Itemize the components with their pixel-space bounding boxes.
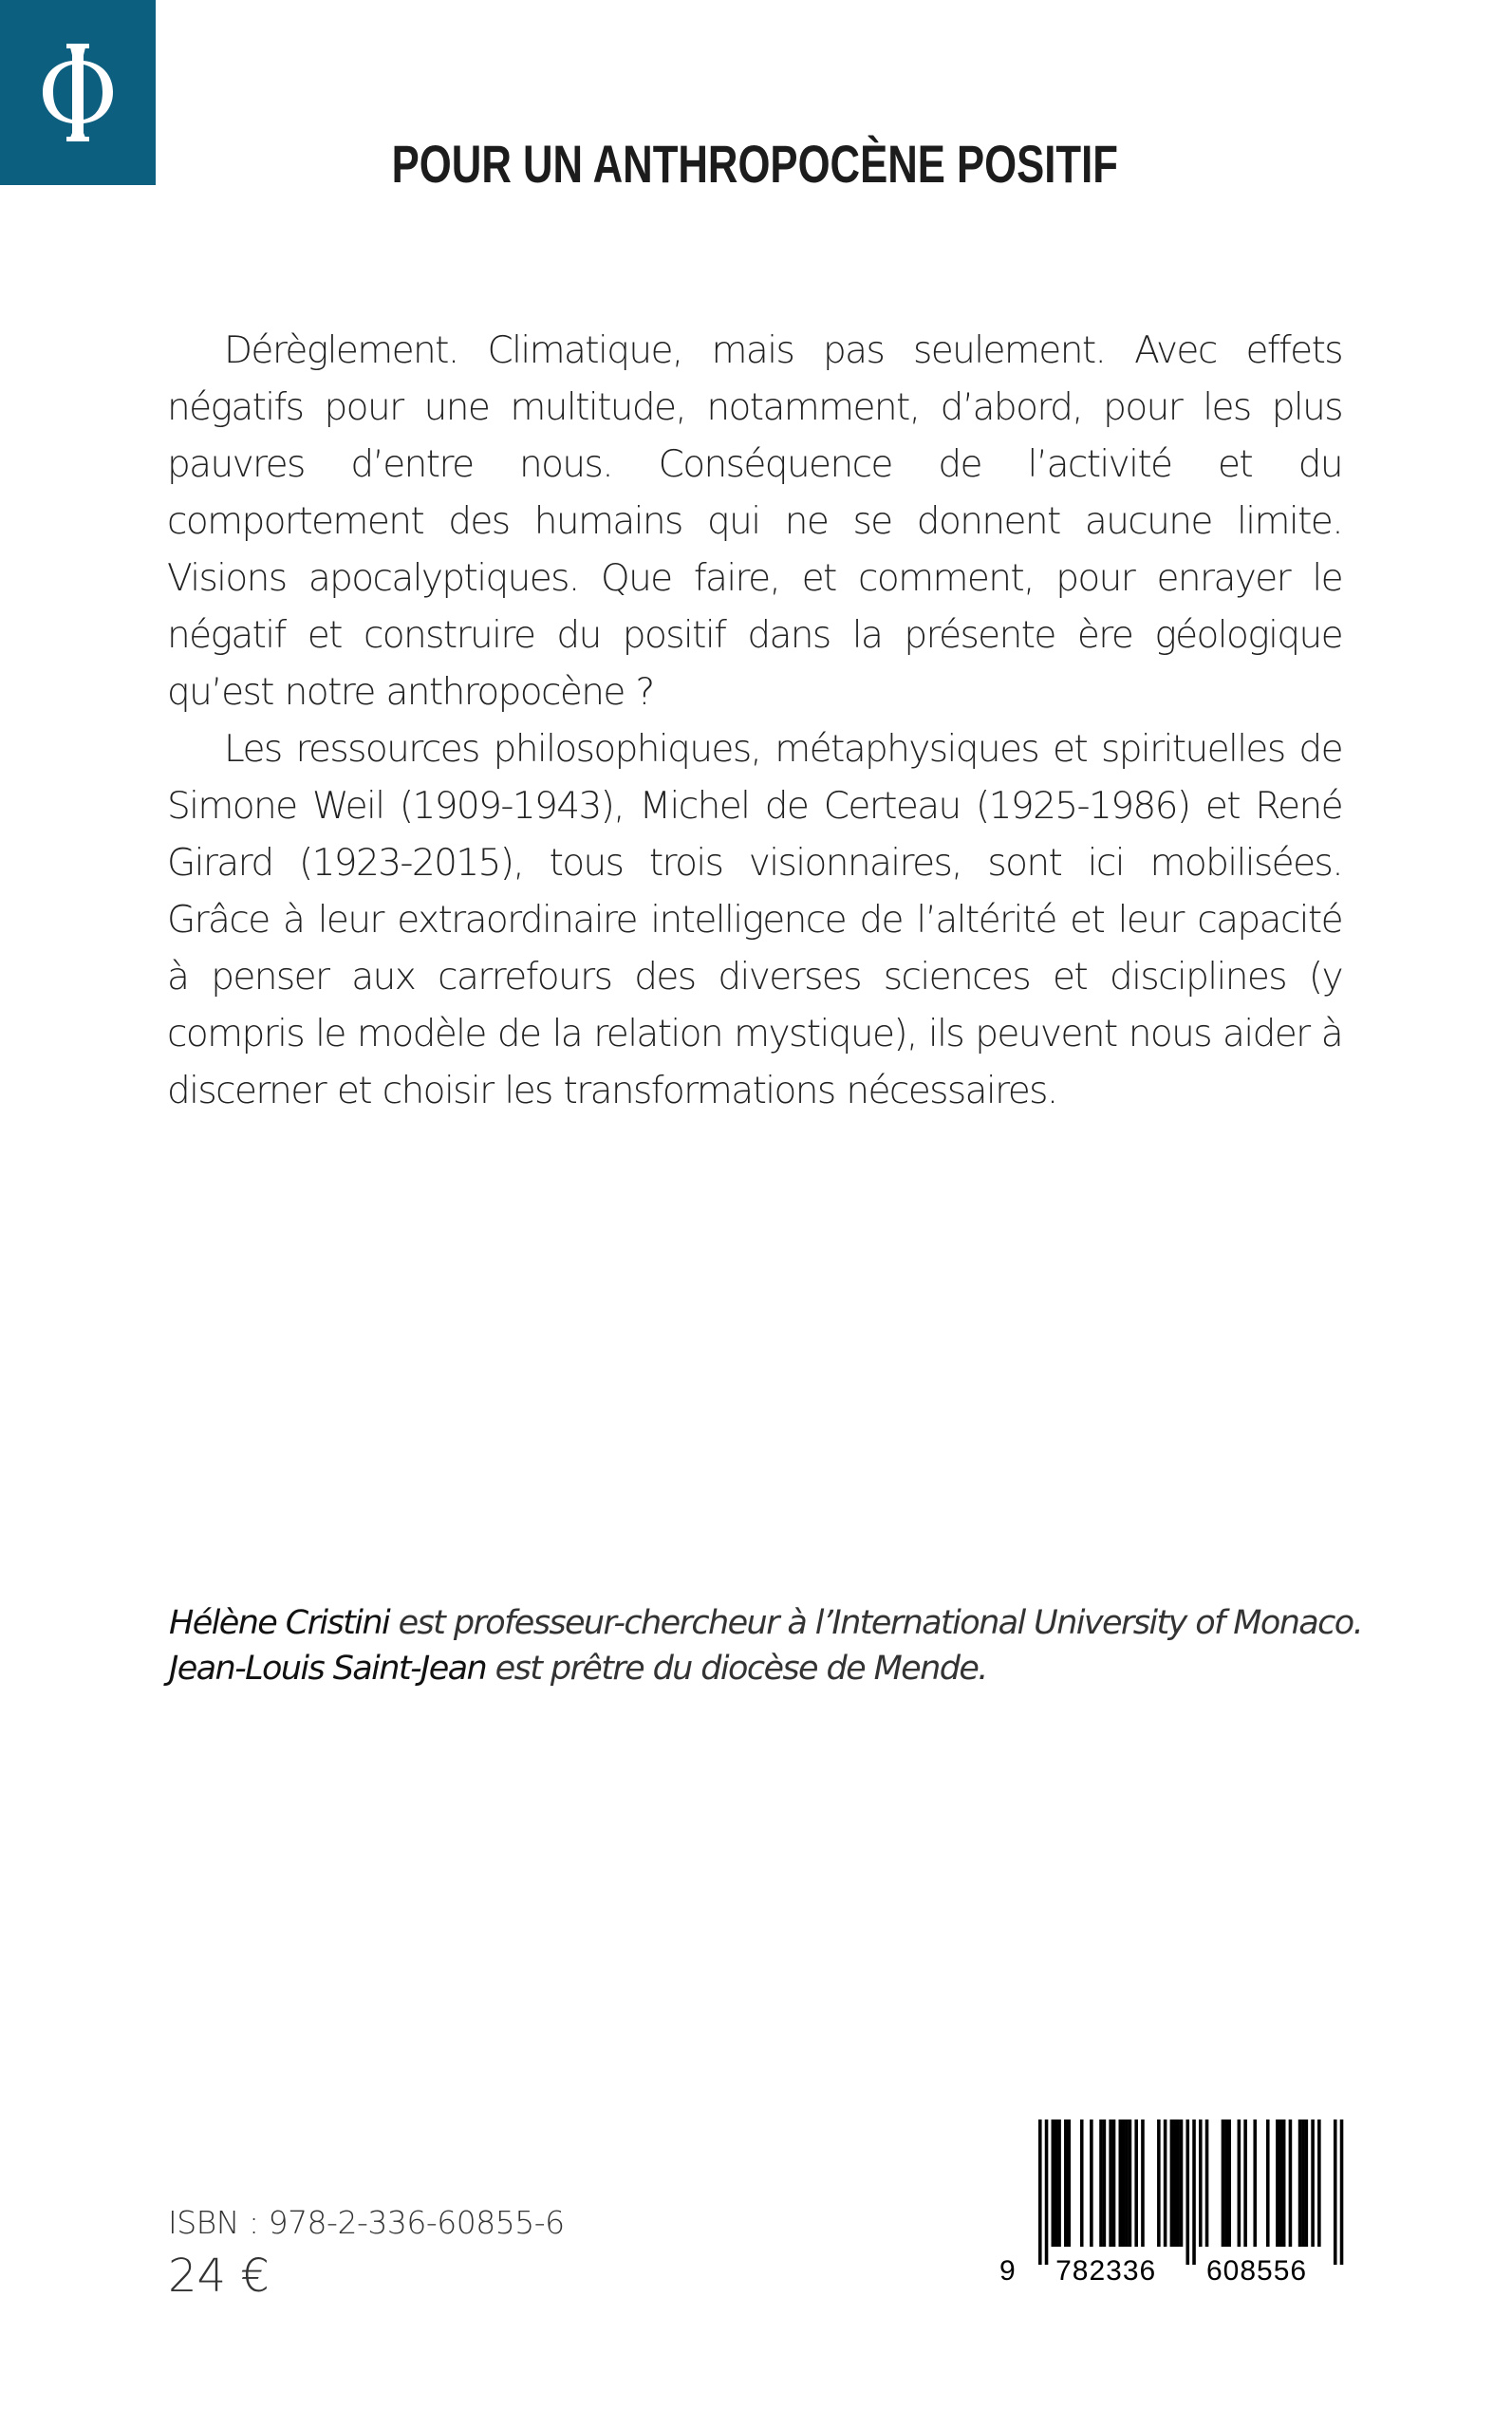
barcode-bar <box>1340 2120 1344 2265</box>
barcode-bar <box>1192 2120 1196 2265</box>
barcode-bar <box>1067 2120 1071 2247</box>
barcode-bar <box>1279 2120 1283 2247</box>
barcode-bar <box>1180 2120 1184 2247</box>
back-cover-blurb <box>167 323 1342 1120</box>
barcode-bar <box>1301 2120 1305 2247</box>
barcode-bar <box>1311 2120 1315 2247</box>
barcode-bar <box>1205 2120 1209 2247</box>
barcode-bar <box>1185 2120 1189 2265</box>
barcode-bar <box>1282 2120 1286 2247</box>
barcode-bar <box>1125 2120 1129 2247</box>
ean13-barcode <box>992 2112 1353 2292</box>
barcode-bar <box>1109 2120 1112 2247</box>
barcode-bar <box>1164 2120 1167 2247</box>
barcode-bar <box>1157 2120 1161 2247</box>
barcode-bar <box>1052 2120 1055 2247</box>
blurb-paragraph: Les ressources philosophiques, métaphysiques et spirituelles de Simone Weil (1909-1943), Michel de Certeau (1925-1986) et René Girard (1923-2015), tous trois visionnaires, sont ici mobilisées. Grâce à leur extraordinaire intelligence de l’altérité et leur capacité à penser aux carrefours des diverses sciences et disciplines (y compris le modèle de la relation mystique), ils peuvent nous aider à discerner et choisir les transformations nécessaires. <box>167 728 1342 1112</box>
barcode-bar <box>1243 2120 1247 2247</box>
barcode-bar <box>1112 2120 1116 2247</box>
author-bios <box>169 1600 1365 1691</box>
barcode-bar <box>1227 2120 1231 2247</box>
barcode-bar <box>1122 2120 1126 2247</box>
barcode-bar <box>1119 2120 1123 2247</box>
barcode-bar <box>1057 2120 1061 2247</box>
price: 24 € <box>168 2250 270 2303</box>
author-description: est professeur-chercheur à l’International University of Monaco. <box>389 1604 1363 1642</box>
barcode-bar <box>1090 2120 1093 2247</box>
barcode-graphic <box>992 2112 1353 2292</box>
barcode-bar <box>1266 2120 1270 2247</box>
barcode-right-digits: 608556 <box>1206 2255 1308 2287</box>
barcode-bar <box>1276 2120 1279 2247</box>
barcode-left-digits: 782336 <box>1055 2255 1157 2287</box>
barcode-bar <box>1224 2120 1228 2247</box>
blurb-paragraph: Dérèglement. Climatique, mais pas seulement. Avec effets négatifs pour une multitude, notamment, d’abord, pour les plus pauvres d’entre nous. Conséquence de l’activité et du comportement des humains qui ne se donnent aucune limite. Visions apocalyptiques. Que faire, et comment, pour enrayer le négatif et construire du positif dans la présente ère géologique qu’est notre anthropocène ? <box>167 329 1342 714</box>
barcode-bar <box>1099 2120 1103 2247</box>
barcode-bar <box>1305 2120 1309 2247</box>
barcode-bar <box>1038 2120 1042 2265</box>
barcode-bar <box>1238 2120 1241 2247</box>
barcode-bar <box>1055 2120 1058 2247</box>
barcode-bar <box>1103 2120 1107 2247</box>
barcode-bar <box>1134 2120 1138 2247</box>
author-bio <box>169 1646 1365 1691</box>
author-name: Hélène Cristini <box>169 1604 390 1642</box>
publisher-logo <box>0 0 156 185</box>
barcode-bar <box>1222 2120 1225 2247</box>
isbn: ISBN : 978-2-336-60855-6 <box>168 2204 565 2241</box>
author-description: est prêtre du diocèse de Mende. <box>486 1650 987 1688</box>
book-title-text: POUR UN ANTHROPOCÈNE POSITIF <box>391 134 1118 194</box>
barcode-bar <box>1298 2120 1302 2247</box>
barcode-bar <box>1141 2120 1145 2247</box>
barcode-bar <box>1129 2120 1132 2247</box>
barcode-bar <box>1334 2120 1337 2265</box>
author-bio <box>169 1600 1365 1646</box>
phi-icon <box>0 0 156 185</box>
barcode-bar <box>1173 2120 1177 2247</box>
barcode-bar <box>1064 2120 1068 2247</box>
barcode-bar <box>1045 2120 1049 2265</box>
barcode-bar <box>1199 2120 1203 2247</box>
barcode-bar <box>1080 2120 1084 2247</box>
barcode-bar <box>1170 2120 1174 2247</box>
barcode-bar <box>1176 2120 1180 2247</box>
barcode-bar <box>1289 2120 1293 2247</box>
author-name: Jean-Louis Saint-Jean <box>169 1650 487 1688</box>
barcode-bar <box>1253 2120 1257 2247</box>
barcode-lead-digit: 9 <box>999 2255 1017 2287</box>
book-title <box>165 133 1345 196</box>
barcode-bar <box>1317 2120 1321 2247</box>
